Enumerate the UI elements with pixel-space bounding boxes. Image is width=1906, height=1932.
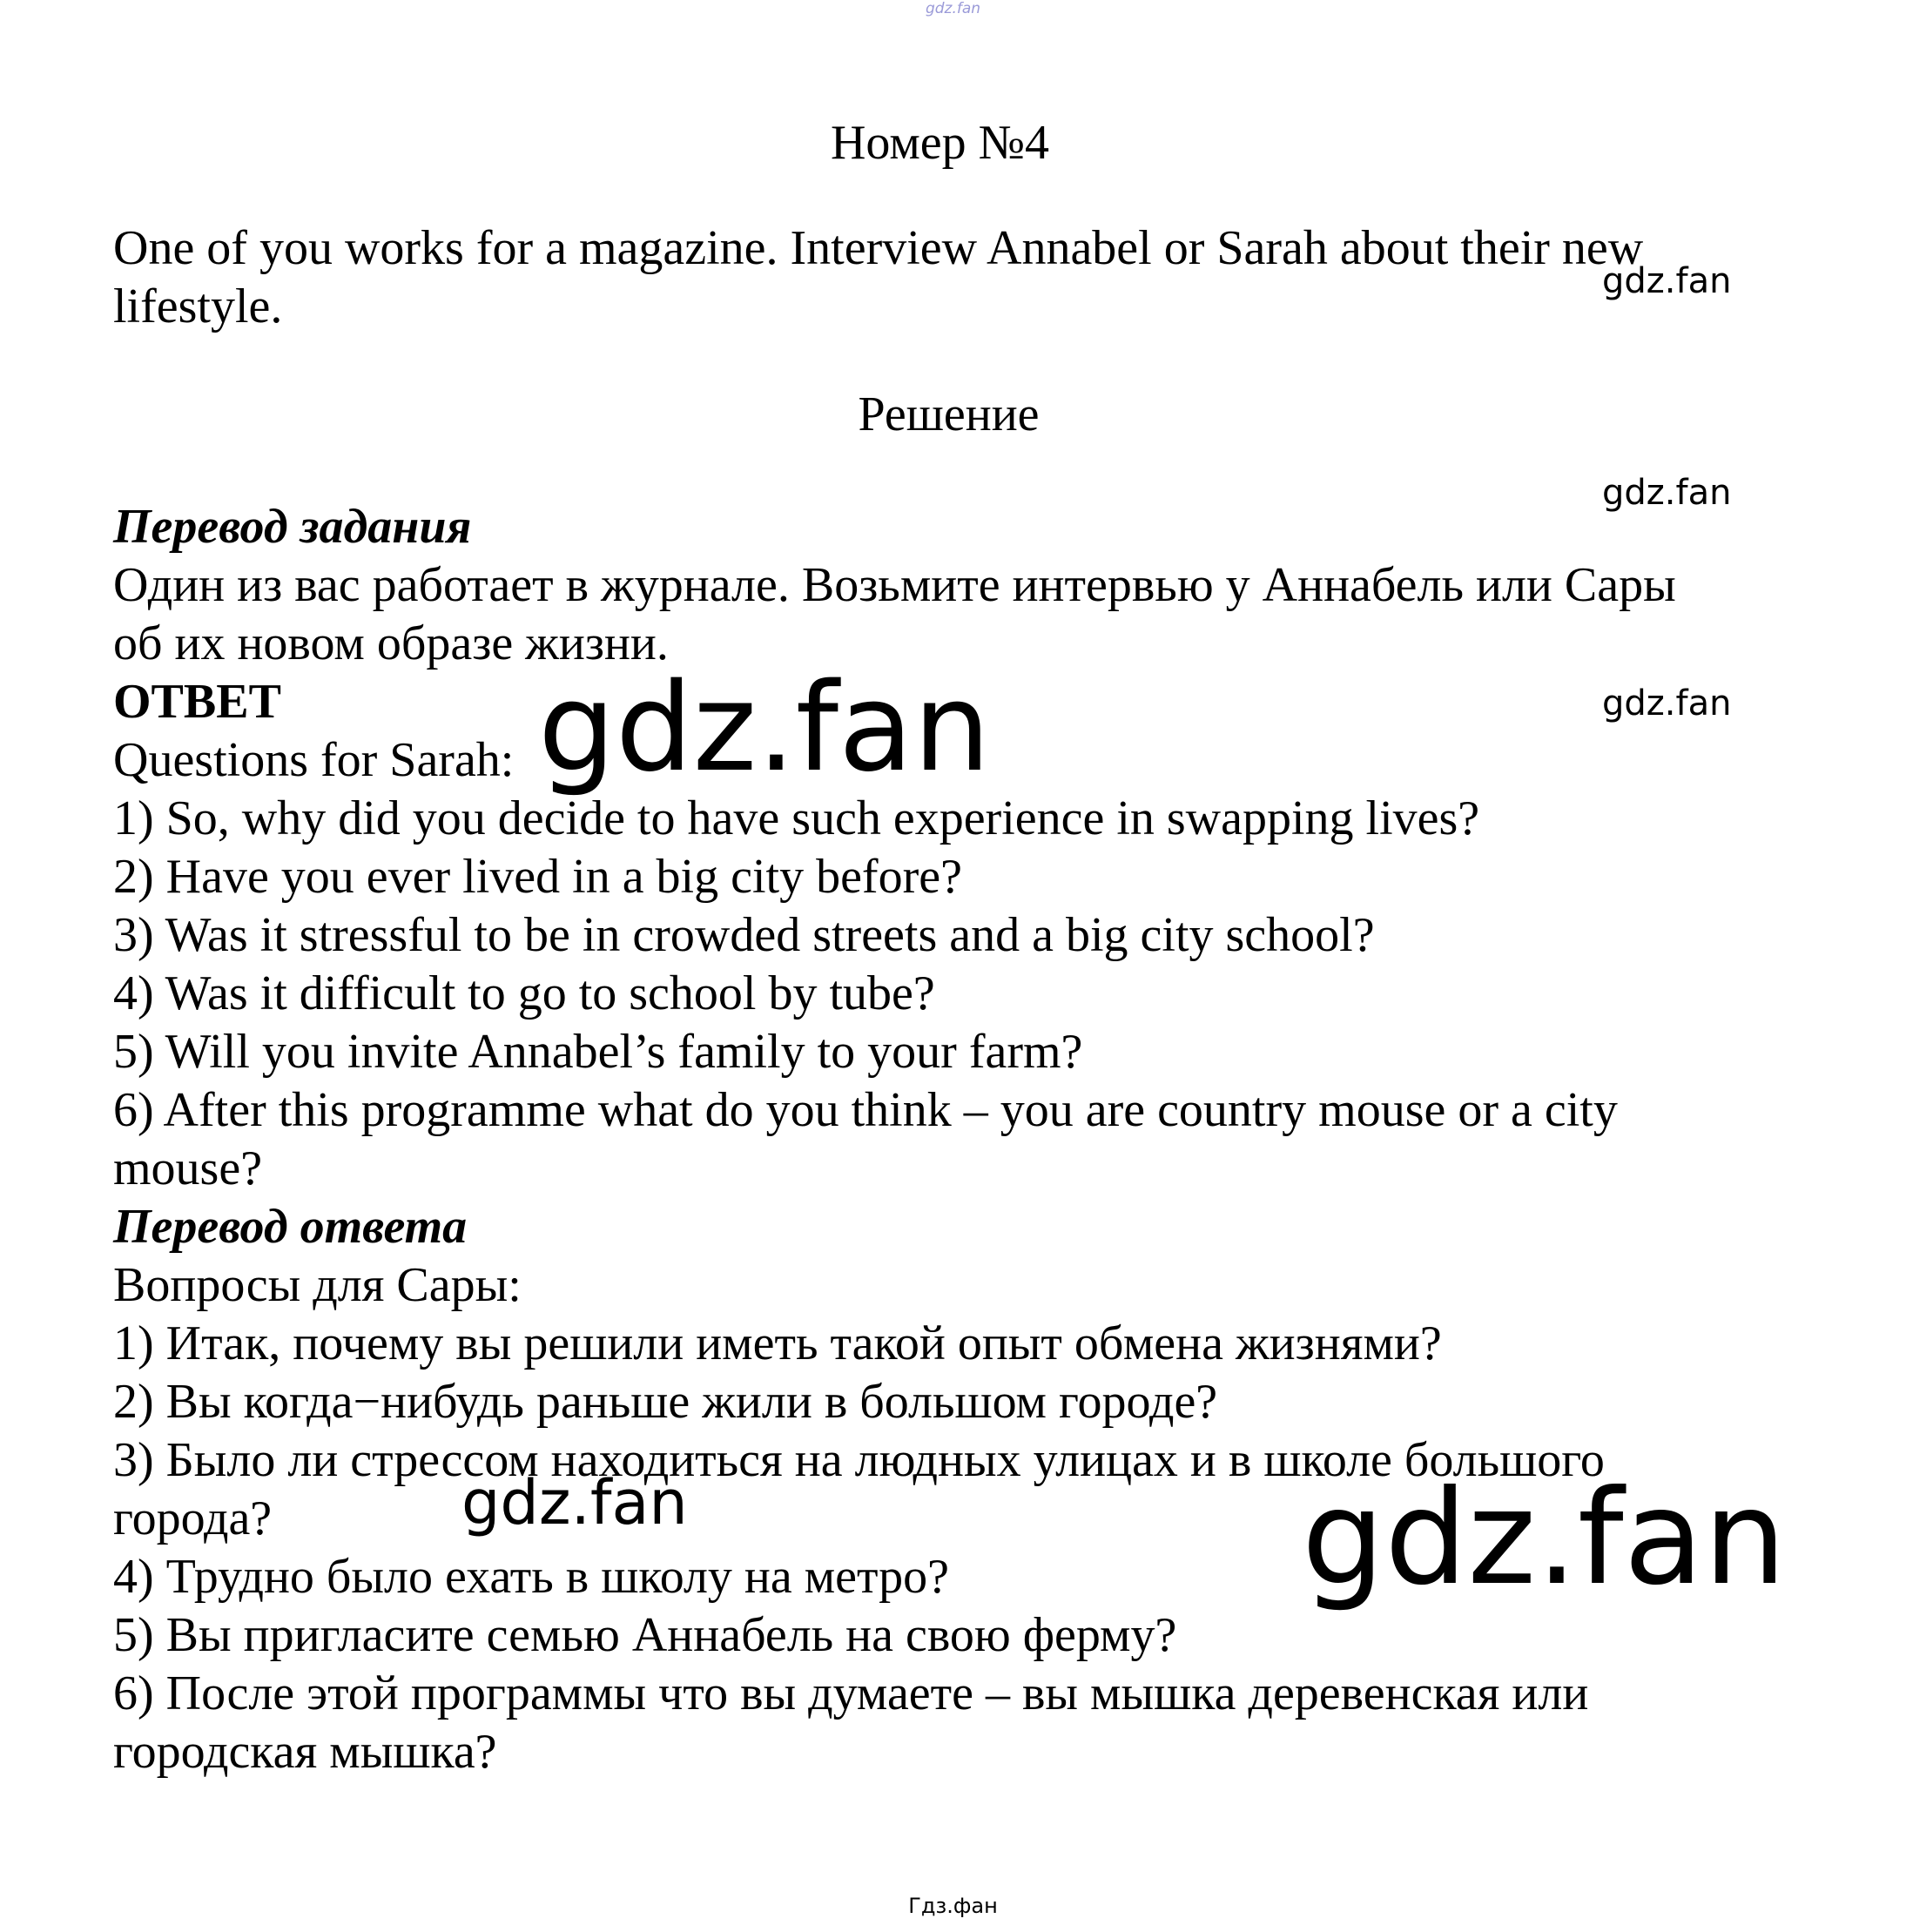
solution-heading-text: Решение [858,387,1040,441]
page-title [0,115,1906,171]
task-line: lifestyle. [113,279,283,333]
answer-line: 6) After this programme what do you think – you are country mouse or a city [113,1083,1618,1137]
answer-translation-heading: Перевод ответа [113,1200,468,1254]
answer-line: 2) Have you ever lived in a big city before? [113,850,962,904]
answer-intro: Questions for Sarah: [113,733,515,787]
task-line: One of you works for a magazine. Interview Annabel or Sarah about their new [113,221,1644,275]
answer-translation-line: 4) Трудно было ехать в школу на метро? [113,1550,950,1604]
answer-line: mouse? [113,1141,263,1195]
top-watermark: gdz.fan [925,0,981,17]
answer-translation-line: городская мышка? [113,1725,497,1779]
answer-line: 3) Was it stressful to be in crowded streets and a big city school? [113,908,1375,962]
watermark-small: gdz.fan [1602,473,1732,513]
task-text [113,219,1794,336]
answer-line: 4) Was it difficult to go to school by tube? [113,966,935,1020]
watermark-large: gdz.fan [538,657,991,799]
watermark-small: gdz.fan [1602,683,1732,724]
task-translation-line: Один из вас работает в журнале. Возьмите интервью у Аннабель или Сары [113,558,1676,612]
answer-line: 1) So, why did you decide to have such experience in swapping lives? [113,791,1480,845]
answer-translation-line: 5) Вы пригласите семью Аннабель на свою ферму? [113,1608,1177,1662]
watermark-small: gdz.fan [1602,261,1732,301]
task-translation-line: об их новом образе жизни. [113,616,669,670]
task-translation-heading: Перевод задания [113,500,472,554]
answer-heading: ОТВЕТ [113,675,281,729]
footer-watermark: Гдз.фан [908,1894,998,1918]
answer-translation-line: города? [113,1491,273,1545]
solution-heading [0,387,1906,442]
watermark-medium: gdz.fan [461,1467,688,1538]
answer-translation-line: 3) Было ли стрессом находиться на людных улицах и в школе большого [113,1433,1605,1487]
watermark-large: gdz.fan [1302,1463,1787,1614]
page-title-text: Номер №4 [830,116,1050,170]
answer-translation-line: 1) Итак, почему вы решили иметь такой опыт обмена жизнями? [113,1316,1442,1370]
answer-translation-line: 2) Вы когда−нибудь раньше жили в большом городе? [113,1375,1218,1429]
answer-translation-line: 6) После этой программы что вы думаете – вы мышка деревенская или [113,1666,1589,1720]
answer-translation-intro: Вопросы для Сары: [113,1258,522,1312]
answer-line: 5) Will you invite Annabel’s family to your farm? [113,1025,1083,1079]
